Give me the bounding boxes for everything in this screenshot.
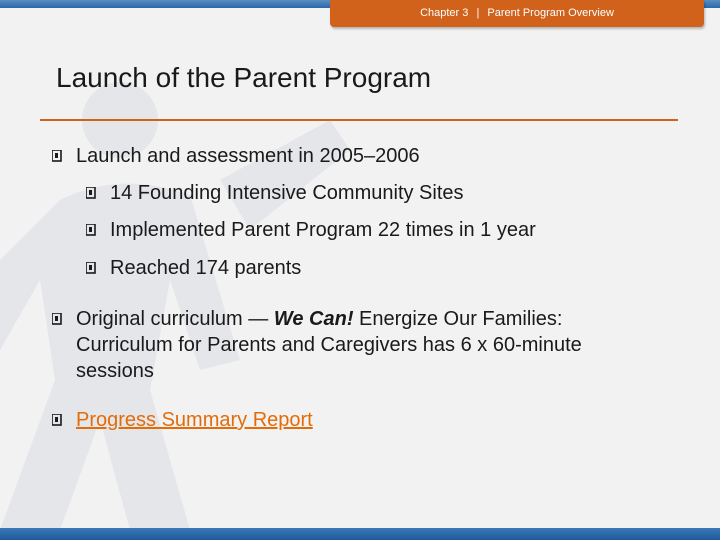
curriculum-dash: — xyxy=(242,308,274,330)
square-bullet-icon xyxy=(86,224,96,236)
chapter-tab xyxy=(330,0,704,27)
square-bullet-icon xyxy=(86,262,96,274)
bullet-launch xyxy=(52,143,672,169)
bullet-curriculum xyxy=(52,306,662,384)
square-bullet-icon xyxy=(52,414,62,426)
bullet-implemented xyxy=(86,217,686,243)
chapter-separator: | xyxy=(476,7,480,19)
section-label: Parent Program Overview xyxy=(487,7,614,19)
chapter-label: Chapter 3 xyxy=(420,7,469,19)
bullet-report xyxy=(52,407,652,433)
bullet-sites xyxy=(86,180,686,206)
slide-title: Launch of the Parent Program xyxy=(56,62,432,93)
square-bullet-icon xyxy=(52,313,62,325)
square-bullet-icon xyxy=(86,187,96,199)
bullet-sites-text: 14 Founding Intensive Community Sites xyxy=(110,182,464,204)
bullet-curriculum-text xyxy=(52,306,662,384)
curriculum-rest: Energize Our Families: Curriculum for Parents and Caregivers has 6 x 60-minute sessions xyxy=(76,308,582,382)
progress-report-link[interactable]: Progress Summary Report xyxy=(76,409,313,431)
bullet-launch-text: Launch and assessment in 2005–2006 xyxy=(76,145,420,167)
square-bullet-icon xyxy=(52,150,62,162)
bullet-implemented-text: Implemented Parent Program 22 times in 1 year xyxy=(110,219,536,241)
figure-watermark-icon xyxy=(0,60,360,530)
curriculum-prefix: Original curriculum xyxy=(76,308,243,330)
bullet-reached xyxy=(86,255,686,281)
curriculum-title: We Can! xyxy=(273,308,354,330)
bottom-bar xyxy=(0,528,720,540)
bullet-reached-text: Reached 174 parents xyxy=(110,257,302,279)
title-rule xyxy=(40,119,678,121)
